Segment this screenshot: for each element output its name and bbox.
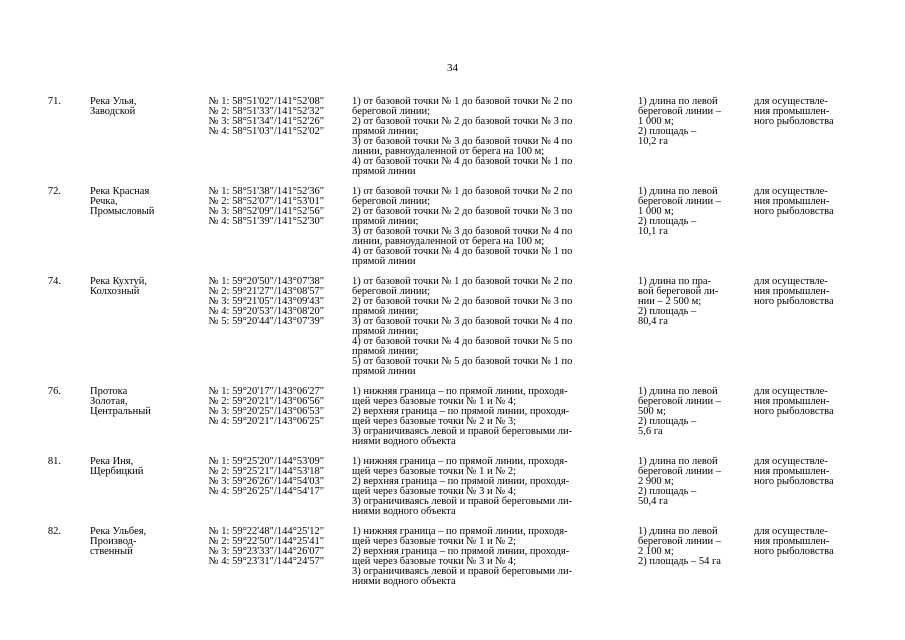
water-body-name-line: Центральный (90, 406, 151, 417)
boundaries-line: 1) от базовой точки № 1 до базовой точки № 2 по (352, 96, 573, 107)
parameters-line: 10,2 га (638, 136, 668, 147)
coordinates-line: № 1: 58°51'02"/141°52'08" (208, 96, 324, 107)
parameters-line: береговой линии – (638, 466, 722, 477)
parameters-line: береговой линии – (638, 536, 722, 547)
table-row (30, 387, 875, 457)
page-number: 34 (447, 62, 458, 74)
coordinates-line: № 3: 59°21'05"/143°09'43" (208, 296, 324, 307)
parameters-cell (638, 277, 754, 387)
parameters-cell (638, 97, 754, 187)
water-body-name-line: Речка, (90, 196, 118, 207)
coordinates-line: № 4: 59°20'21"/143°06'25" (208, 416, 324, 427)
coordinates-line: № 3: 59°23'33"/144°26'07" (208, 546, 324, 557)
parameters-line: 2) площадь – (638, 126, 697, 137)
parameters-line: 1 000 м; (638, 206, 674, 217)
coordinates-cell (182, 187, 352, 277)
row-number-cell: 72. (47, 186, 61, 197)
boundaries-line: 4) от базовой точки № 4 до базовой точки № 1 по (352, 246, 573, 257)
water-body-name-cell (90, 277, 182, 387)
parameters-line: вой береговой ли- (638, 286, 719, 297)
coordinates-line: № 3: 58°51'34"/141°52'26" (208, 116, 324, 127)
boundaries-line: 3) от базовой точки № 3 до базовой точки № 4 по (352, 316, 573, 327)
boundaries-line: 2) верхняя граница – по прямой линии, проходя- (352, 546, 570, 557)
water-body-name-line: Золотая, (90, 396, 128, 407)
boundaries-line: щей через базовые точки № 2 и № 3; (352, 416, 517, 427)
purpose-line: ния промышлен- (754, 106, 830, 117)
purpose-line: ного рыболовства (754, 296, 834, 307)
boundaries-line: прямой линии; (352, 326, 419, 337)
boundaries-line: прямой линии (352, 166, 416, 177)
table-row (30, 187, 875, 277)
boundaries-line: 3) от базовой точки № 3 до базовой точки № 4 по (352, 226, 573, 237)
water-body-name-cell (90, 457, 182, 527)
parameters-cell (638, 387, 754, 457)
coordinates-line: № 1: 58°51'38"/141°52'36" (208, 186, 324, 197)
boundaries-line: береговой линии; (352, 286, 431, 297)
boundaries-line: прямой линии (352, 256, 416, 267)
water-body-name-line: Колхозный (90, 286, 140, 297)
table-row (30, 527, 875, 587)
boundaries-line: 2) от базовой точки № 2 до базовой точки № 3 по (352, 296, 573, 307)
water-body-name-line: Река Улья, (90, 96, 137, 107)
boundaries-cell (352, 187, 638, 277)
purpose-line: для осуществле- (754, 526, 828, 537)
purpose-line: ного рыболовства (754, 476, 834, 487)
boundaries-line: щей через базовые точки № 1 и № 2; (352, 466, 517, 477)
coordinates-line: № 1: 59°22'48"/144°25'12" (208, 526, 324, 537)
boundaries-line: щей через базовые точки № 1 и № 4; (352, 396, 517, 407)
coordinates-line: № 4: 59°20'53"/143°08'20" (208, 306, 324, 317)
boundaries-cell (352, 97, 638, 187)
water-body-name-line: Производ- (90, 536, 137, 547)
parameters-line: береговой линии – (638, 196, 722, 207)
coordinates-cell (182, 97, 352, 187)
parameters-cell (638, 457, 754, 527)
purpose-cell (754, 97, 875, 187)
row-number-cell: 81. (47, 456, 61, 467)
table-body (30, 97, 875, 587)
parameters-line: 50,4 га (638, 496, 668, 507)
water-body-name-line: Щербицкий (90, 466, 144, 477)
purpose-line: для осуществле- (754, 276, 828, 287)
coordinates-line: № 1: 59°20'17"/143°06'27" (208, 386, 324, 397)
boundaries-cell (352, 387, 638, 457)
coordinates-line: № 2: 59°21'27"/143°08'57" (208, 286, 324, 297)
parameters-line: 1) длина по левой (638, 526, 718, 537)
water-body-name-line: Промысловый (90, 206, 155, 217)
purpose-line: для осуществле- (754, 96, 828, 107)
coordinates-line: № 2: 59°20'21"/143°06'56" (208, 396, 324, 407)
boundaries-line: ниями водного объекта (352, 436, 456, 447)
water-body-name-cell (90, 97, 182, 187)
boundaries-line: 4) от базовой точки № 4 до базовой точки № 1 по (352, 156, 573, 167)
water-body-name-cell (90, 527, 182, 587)
boundaries-line: линии, равноудаленной от берега на 100 м; (352, 236, 545, 247)
parameters-line: 1) длина по пра- (638, 276, 711, 287)
boundaries-line: прямой линии (352, 366, 416, 377)
purpose-line: ния промышлен- (754, 466, 830, 477)
purpose-line: ния промышлен- (754, 196, 830, 207)
purpose-cell (754, 527, 875, 587)
boundaries-line: щей через базовые точки № 3 и № 4; (352, 486, 517, 497)
row-number-cell: 74. (47, 276, 61, 287)
boundaries-line: береговой линии; (352, 196, 431, 207)
coordinates-line: № 2: 59°22'50"/144°25'41" (208, 536, 324, 547)
parameters-line: 500 м; (638, 406, 666, 417)
coordinates-line: № 4: 59°23'31"/144°24'57" (208, 556, 324, 567)
coordinates-line: № 3: 59°26'26"/144°54'03" (208, 476, 324, 487)
coordinates-line: № 2: 58°52'07"/141°53'01" (208, 196, 324, 207)
water-body-name-line: Река Красная (90, 186, 150, 197)
boundaries-line: 1) нижняя граница – по прямой линии, проходя- (352, 526, 568, 537)
purpose-line: для осуществле- (754, 386, 828, 397)
parameters-cell (638, 527, 754, 587)
coordinates-line: № 4: 58°51'39"/141°52'30" (208, 216, 324, 227)
purpose-line: ного рыболовства (754, 116, 834, 127)
coordinates-line: № 1: 59°25'20"/144°53'09" (208, 456, 324, 467)
water-body-name-cell (90, 187, 182, 277)
boundaries-cell (352, 277, 638, 387)
table-row (30, 97, 875, 187)
coordinates-line: № 4: 59°26'25"/144°54'17" (208, 486, 324, 497)
purpose-line: для осуществле- (754, 456, 828, 467)
purpose-cell (754, 457, 875, 527)
water-body-name-line: Заводской (90, 106, 136, 117)
row-number-cell: 76. (47, 386, 61, 397)
boundaries-line: 3) от базовой точки № 3 до базовой точки № 4 по (352, 136, 573, 147)
water-body-name-line: Река Кухтуй, (90, 276, 147, 287)
boundaries-line: 2) от базовой точки № 2 до базовой точки № 3 по (352, 206, 573, 217)
parameters-line: 2 900 м; (638, 476, 674, 487)
coordinates-line: № 2: 58°51'33"/141°52'32" (208, 106, 324, 117)
parameters-line: 1) длина по левой (638, 186, 718, 197)
boundaries-line: 5) от базовой точки № 5 до базовой точки № 1 по (352, 356, 573, 367)
parameters-line: 2) площадь – (638, 306, 697, 317)
boundaries-line: береговой линии; (352, 106, 431, 117)
coordinates-cell (182, 387, 352, 457)
purpose-line: ния промышлен- (754, 396, 830, 407)
coordinates-line: № 2: 59°25'21"/144°53'18" (208, 466, 324, 477)
boundaries-line: 2) верхняя граница – по прямой линии, проходя- (352, 476, 570, 487)
boundaries-line: прямой линии; (352, 126, 419, 137)
parameters-line: 1 000 м; (638, 116, 674, 127)
water-body-name-cell (90, 387, 182, 457)
boundaries-line: ниями водного объекта (352, 506, 456, 517)
fishing-areas-table (30, 97, 875, 587)
coordinates-line: № 1: 59°20'50"/143°07'38" (208, 276, 324, 287)
parameters-cell (638, 187, 754, 277)
parameters-line: 10,1 га (638, 226, 668, 237)
coordinates-line: № 3: 59°20'25"/143°06'53" (208, 406, 324, 417)
parameters-line: 80,4 га (638, 316, 668, 327)
parameters-line: 2) площадь – 54 га (638, 556, 721, 567)
table-row (30, 277, 875, 387)
parameters-line: 1) длина по левой (638, 96, 718, 107)
boundaries-line: 3) ограничиваясь левой и правой береговыми ли- (352, 426, 573, 437)
parameters-line: 2) площадь – (638, 486, 697, 497)
parameters-line: 2) площадь – (638, 216, 697, 227)
purpose-line: ния промышлен- (754, 286, 830, 297)
purpose-line: ного рыболовства (754, 546, 834, 557)
purpose-cell (754, 387, 875, 457)
boundaries-line: прямой линии; (352, 346, 419, 357)
row-number-cell: 71. (47, 96, 61, 107)
row-number-cell: 82. (47, 526, 61, 537)
purpose-line: ного рыболовства (754, 406, 834, 417)
water-body-name-line: Река Ульбея, (90, 526, 147, 537)
parameters-line: 2 100 м; (638, 546, 674, 557)
boundaries-line: щей через базовые точки № 3 и № 4; (352, 556, 517, 567)
parameters-line: нии – 2 500 м; (638, 296, 702, 307)
boundaries-line: 1) нижняя граница – по прямой линии, проходя- (352, 456, 568, 467)
purpose-cell (754, 187, 875, 277)
coordinates-cell (182, 457, 352, 527)
boundaries-line: 2) от базовой точки № 2 до базовой точки № 3 по (352, 116, 573, 127)
purpose-cell (754, 277, 875, 387)
boundaries-line: щей через базовые точки № 1 и № 2; (352, 536, 517, 547)
boundaries-line: 3) ограничиваясь левой и правой береговыми ли- (352, 496, 573, 507)
parameters-line: береговой линии – (638, 396, 722, 407)
boundaries-line: 1) нижняя граница – по прямой линии, проходя- (352, 386, 568, 397)
boundaries-line: 1) от базовой точки № 1 до базовой точки № 2 по (352, 186, 573, 197)
boundaries-line: ниями водного объекта (352, 576, 456, 587)
boundaries-line: 2) верхняя граница – по прямой линии, проходя- (352, 406, 570, 417)
coordinates-line: № 4: 58°51'03"/141°52'02" (208, 126, 324, 137)
boundaries-cell (352, 527, 638, 587)
parameters-line: 1) длина по левой (638, 456, 718, 467)
water-body-name-line: ственный (90, 546, 133, 557)
parameters-line: 2) площадь – (638, 416, 697, 427)
purpose-line: ния промышлен- (754, 536, 830, 547)
boundaries-cell (352, 457, 638, 527)
purpose-line: для осуществле- (754, 186, 828, 197)
coordinates-cell (182, 277, 352, 387)
coordinates-line: № 5: 59°20'44"/143°07'39" (208, 316, 324, 327)
water-body-name-line: Протока (90, 386, 128, 397)
parameters-line: 1) длина по левой (638, 386, 718, 397)
table-row (30, 457, 875, 527)
purpose-line: ного рыболовства (754, 206, 834, 217)
parameters-line: береговой линии – (638, 106, 722, 117)
coordinates-line: № 3: 58°52'09"/141°52'56" (208, 206, 324, 217)
boundaries-line: 4) от базовой точки № 4 до базовой точки № 5 по (352, 336, 573, 347)
coordinates-cell (182, 527, 352, 587)
parameters-line: 5,6 га (638, 426, 663, 437)
boundaries-line: прямой линии; (352, 216, 419, 227)
boundaries-line: линии, равноудаленной от берега на 100 м; (352, 146, 545, 157)
boundaries-line: 3) ограничиваясь левой и правой береговыми ли- (352, 566, 573, 577)
boundaries-line: 1) от базовой точки № 1 до базовой точки № 2 по (352, 276, 573, 287)
boundaries-line: прямой линии; (352, 306, 419, 317)
water-body-name-line: Река Иня, (90, 456, 134, 467)
